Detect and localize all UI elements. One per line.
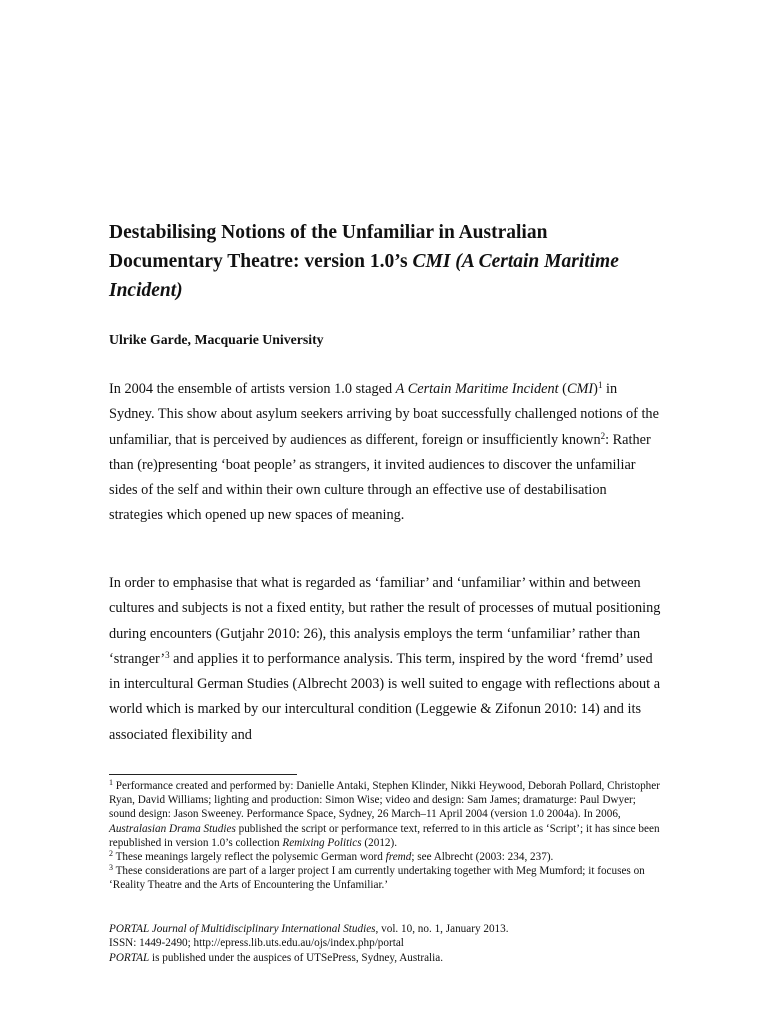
footnote-number: 3: [109, 863, 113, 873]
footnotes: [109, 779, 661, 893]
title-line-3-italic: Incident): [109, 280, 183, 301]
text-run: ; see Albrecht (2003: 234, 237).: [411, 851, 554, 864]
journal-issn-url[interactable]: ISSN: 1449-2490; http://epress.lib.uts.edu.au/ojs/index.php/portal: [109, 937, 404, 950]
italic-word-fremd: fremd: [385, 851, 412, 864]
article-title: [109, 218, 669, 305]
text-run: : Rather than (re)presenting ‘boat people’ as strangers, it invited audiences to discover the unfamiliar sides of the self and within their own culture through an effective use of destabilisation strategies which opened up new spaces of meaning.: [109, 431, 651, 524]
journal-info: [109, 922, 661, 965]
italic-portal: PORTAL: [109, 951, 150, 964]
text-run: These considerations are part of a larger project I am currently undertaking together with Meg Mumford; it focuses on ‘Reality Theatre and the Arts of Encountering the Unfamiliar.’: [109, 865, 645, 892]
title-line-2: Documentary Theatre: version 1.0’s: [109, 251, 413, 272]
journal-publisher: [109, 951, 661, 965]
footnote-separator: [109, 774, 297, 775]
footnote-3: [109, 864, 661, 892]
text-run: These meanings largely reflect the polysemic German word: [113, 851, 386, 864]
footnote-number: 1: [109, 778, 113, 787]
body-paragraph-2: [109, 571, 661, 748]
title-line-1: Destabilising Notions of the Unfamiliar in Australian: [109, 222, 548, 243]
footnote-2: [109, 850, 661, 864]
text-run: , vol. 10, no. 1, January 2013.: [375, 923, 509, 935]
text-run: is published under the auspices of UTSePress, Sydney, Australia.: [149, 951, 444, 964]
footnote-number: 2: [109, 849, 113, 859]
text-run: published the script or performance text, referred to in this article as ‘Script’; it has since been republished in version 1.0’s collection: [109, 822, 660, 849]
journal-citation: [109, 922, 661, 936]
text-run: (2012).: [361, 836, 398, 849]
footnote-ref-2[interactable]: 2: [600, 430, 606, 441]
italic-collection-name: Remixing Politics: [282, 836, 362, 849]
text-run: In order to emphasise that what is regarded as ‘familiar’ and ‘unfamiliar’ within and between cultures and subjects is not a fixed entity, but rather the result of processes of mutual positioning during encounters (Gutjahr 2010: 26), this analysis employs the term ‘unfamiliar’ rather than ‘stranger’: [109, 575, 661, 667]
text-run: in Sydney. This show about asylum seekers arriving by boat successfully challenged notions of the unfamiliar, that is perceived by audiences as different, foreign or insufficiently known: [109, 381, 659, 448]
body-paragraph-1: [109, 377, 661, 529]
text-run: Performance created and performed by: Danielle Antaki, Stephen Klinder, Nikki Heywood, Deborah Pollard, Christopher Ryan, David Williams; lighting and production: Simon Wise; video and design: Sam James; dramaturge: Paul Dwyer; sound design: Jason Sweeney. Performance Space, Sydney, 26 March–11 April 2004 (version 1.0 2004a). In 2006,: [109, 780, 660, 821]
footnote-1: [109, 779, 661, 850]
title-line-2-italic: CMI (A Certain Maritime: [412, 251, 619, 272]
italic-cmi: CMI: [566, 381, 594, 397]
footnote-ref-3[interactable]: 3: [165, 649, 170, 660]
text-run: and applies it to performance analysis. This term, inspired by the word ‘fremd’ used in intercultural German Studies (Albrecht 2003) is well suited to engage with reflections about a world which is marked by our intercultural condition (Leggewie & Zifonun 2010: 14) and its associated flexibility and: [109, 650, 661, 743]
author-affiliation: Ulrike Garde, Macquarie University: [109, 332, 324, 347]
footnote-ref-1[interactable]: 1: [597, 380, 603, 390]
text-run: ): [593, 381, 598, 397]
italic-journal-title: PORTAL Journal of Multidisciplinary International Studies: [109, 923, 376, 935]
text-run: (: [558, 381, 567, 397]
italic-journal-name: Australasian Drama Studies: [109, 822, 236, 835]
italic-title-cmi: A Certain Maritime Incident: [395, 381, 559, 397]
text-run: In 2004 the ensemble of artists version 1.0 staged: [109, 381, 396, 397]
